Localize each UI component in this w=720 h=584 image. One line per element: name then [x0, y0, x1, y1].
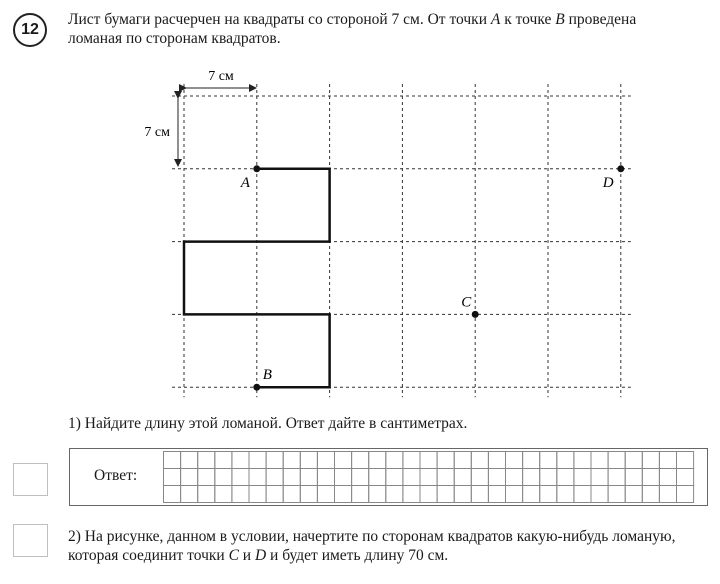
answer-cell[interactable] — [659, 469, 676, 486]
answer-cell[interactable] — [608, 452, 625, 469]
answer-cell[interactable] — [317, 469, 334, 486]
answer-cell[interactable] — [625, 486, 642, 503]
answer-cell[interactable] — [557, 452, 574, 469]
answer-cell[interactable] — [591, 452, 608, 469]
point-b-dot — [253, 384, 260, 391]
answer-cell[interactable] — [608, 486, 625, 503]
point-a-label: A — [240, 174, 250, 191]
answer-cell[interactable] — [642, 486, 659, 503]
answer-cell[interactable] — [420, 469, 437, 486]
answer-cell[interactable] — [300, 452, 317, 469]
answer-cell[interactable] — [471, 452, 488, 469]
task-text-part: к точке — [500, 11, 556, 28]
answer-cell[interactable] — [386, 452, 403, 469]
answer-cell[interactable] — [266, 452, 283, 469]
answer-cell[interactable] — [420, 486, 437, 503]
answer-cell[interactable] — [437, 486, 454, 503]
task-point-b: B — [555, 11, 565, 28]
answer-cell[interactable] — [540, 486, 557, 503]
subtask2-point-d: D — [254, 547, 267, 564]
answer-cell[interactable] — [557, 469, 574, 486]
answer-cell[interactable] — [454, 452, 471, 469]
answer-cell[interactable] — [523, 469, 540, 486]
score-checkbox-2[interactable] — [13, 524, 48, 557]
answer-box — [69, 448, 708, 506]
answer-cell[interactable] — [454, 486, 471, 503]
subtask2-text: и — [238, 547, 255, 564]
answer-cell[interactable] — [283, 452, 300, 469]
task-text-part: Лист бумаги расчерчен на квадраты со стороной 7 см. От точки — [68, 11, 491, 28]
answer-cell[interactable] — [181, 486, 198, 503]
answer-cell[interactable] — [335, 452, 352, 469]
answer-cell[interactable] — [215, 452, 232, 469]
subtask-1: 1) Найдите длину этой ломаной. Ответ дайте в сантиметрах. — [68, 415, 468, 432]
task-point-a: A — [490, 11, 501, 28]
answer-cell[interactable] — [300, 469, 317, 486]
answer-cell[interactable] — [488, 469, 505, 486]
answer-cell[interactable] — [198, 452, 215, 469]
point-c-dot — [472, 311, 479, 318]
answer-cell[interactable] — [232, 452, 249, 469]
answer-cell[interactable] — [215, 486, 232, 503]
answer-cell[interactable] — [420, 452, 437, 469]
answer-cell[interactable] — [523, 452, 540, 469]
answer-cell[interactable] — [574, 469, 591, 486]
answer-label: Ответ: — [94, 467, 138, 484]
answer-cell[interactable] — [352, 486, 369, 503]
answer-cell[interactable] — [471, 486, 488, 503]
answer-cell[interactable] — [591, 469, 608, 486]
answer-cell[interactable] — [540, 452, 557, 469]
point-d-label: D — [602, 174, 614, 191]
answer-cell[interactable] — [677, 486, 694, 503]
point-d-dot — [617, 165, 624, 172]
answer-cell[interactable] — [403, 486, 420, 503]
answer-cell[interactable] — [369, 452, 386, 469]
answer-cell[interactable] — [335, 486, 352, 503]
subtask2-text: которая соединит точки — [68, 547, 229, 564]
dimension-height — [144, 98, 178, 166]
point-a-dot — [253, 165, 260, 172]
subtask-2 — [68, 527, 708, 565]
points-layer — [240, 165, 625, 390]
answer-cell[interactable] — [659, 486, 676, 503]
answer-cell[interactable] — [266, 486, 283, 503]
task-text-part: проведена — [564, 11, 637, 28]
answer-cell[interactable] — [335, 469, 352, 486]
answer-cell[interactable] — [164, 486, 181, 503]
answer-cell[interactable] — [198, 486, 215, 503]
answer-cell[interactable] — [591, 486, 608, 503]
answer-cell[interactable] — [317, 486, 334, 503]
answer-cell[interactable] — [471, 469, 488, 486]
answer-cell[interactable] — [506, 486, 523, 503]
answer-cell[interactable] — [574, 452, 591, 469]
answer-cell[interactable] — [437, 469, 454, 486]
answer-cell[interactable] — [523, 486, 540, 503]
answer-cell[interactable] — [386, 486, 403, 503]
answer-cell[interactable] — [266, 469, 283, 486]
answer-cell[interactable] — [215, 469, 232, 486]
answer-cells-grid[interactable] — [163, 451, 707, 505]
answer-cell[interactable] — [642, 452, 659, 469]
answer-cell[interactable] — [369, 486, 386, 503]
answer-cell[interactable] — [181, 452, 198, 469]
answer-cell[interactable] — [437, 452, 454, 469]
answer-cell[interactable] — [488, 486, 505, 503]
answer-cell[interactable] — [677, 469, 694, 486]
subtask2-text: и будет иметь длину 70 см. — [266, 547, 449, 564]
answer-cell[interactable] — [403, 452, 420, 469]
width-label: 7 см — [208, 69, 234, 84]
answer-cell[interactable] — [198, 469, 215, 486]
score-checkbox-1[interactable] — [13, 463, 48, 496]
answer-cell[interactable] — [454, 469, 471, 486]
answer-cell[interactable] — [232, 486, 249, 503]
answer-cell[interactable] — [557, 486, 574, 503]
answer-cell[interactable] — [249, 452, 266, 469]
task-text-line2: ломаная по сторонам квадратов. — [68, 30, 281, 47]
answer-cell[interactable] — [249, 469, 266, 486]
dimension-width — [186, 69, 256, 88]
answer-cell[interactable] — [540, 469, 557, 486]
height-label: 7 см — [144, 125, 170, 140]
answer-cell[interactable] — [283, 486, 300, 503]
answer-cell[interactable] — [352, 469, 369, 486]
answer-cell[interactable] — [488, 452, 505, 469]
answer-cell[interactable] — [625, 469, 642, 486]
answer-cell[interactable] — [574, 486, 591, 503]
answer-cell[interactable] — [659, 452, 676, 469]
question-number: 12 — [21, 21, 39, 38]
answer-cell[interactable] — [403, 469, 420, 486]
point-b-label: B — [262, 367, 272, 384]
answer-cell[interactable] — [164, 452, 181, 469]
answer-cell[interactable] — [283, 469, 300, 486]
answer-cell[interactable] — [506, 469, 523, 486]
answer-cell[interactable] — [386, 469, 403, 486]
answer-cell[interactable] — [181, 469, 198, 486]
answer-cell[interactable] — [369, 469, 386, 486]
answer-cell[interactable] — [608, 469, 625, 486]
answer-cell[interactable] — [352, 452, 369, 469]
answer-cell[interactable] — [164, 469, 181, 486]
answer-cell[interactable] — [300, 486, 317, 503]
answer-cell[interactable] — [642, 469, 659, 486]
answer-cell[interactable] — [232, 469, 249, 486]
point-c-label: C — [461, 294, 472, 311]
answer-cell[interactable] — [249, 486, 266, 503]
subtask2-point-c: C — [228, 547, 239, 564]
answer-cell[interactable] — [317, 452, 334, 469]
answer-cell[interactable] — [506, 452, 523, 469]
subtask2-line1: 2) На рисунке, данном в условии, начертите по сторонам квадратов какую-нибудь ломаную, — [68, 528, 676, 545]
answer-cell[interactable] — [625, 452, 642, 469]
answer-cell[interactable] — [677, 452, 694, 469]
